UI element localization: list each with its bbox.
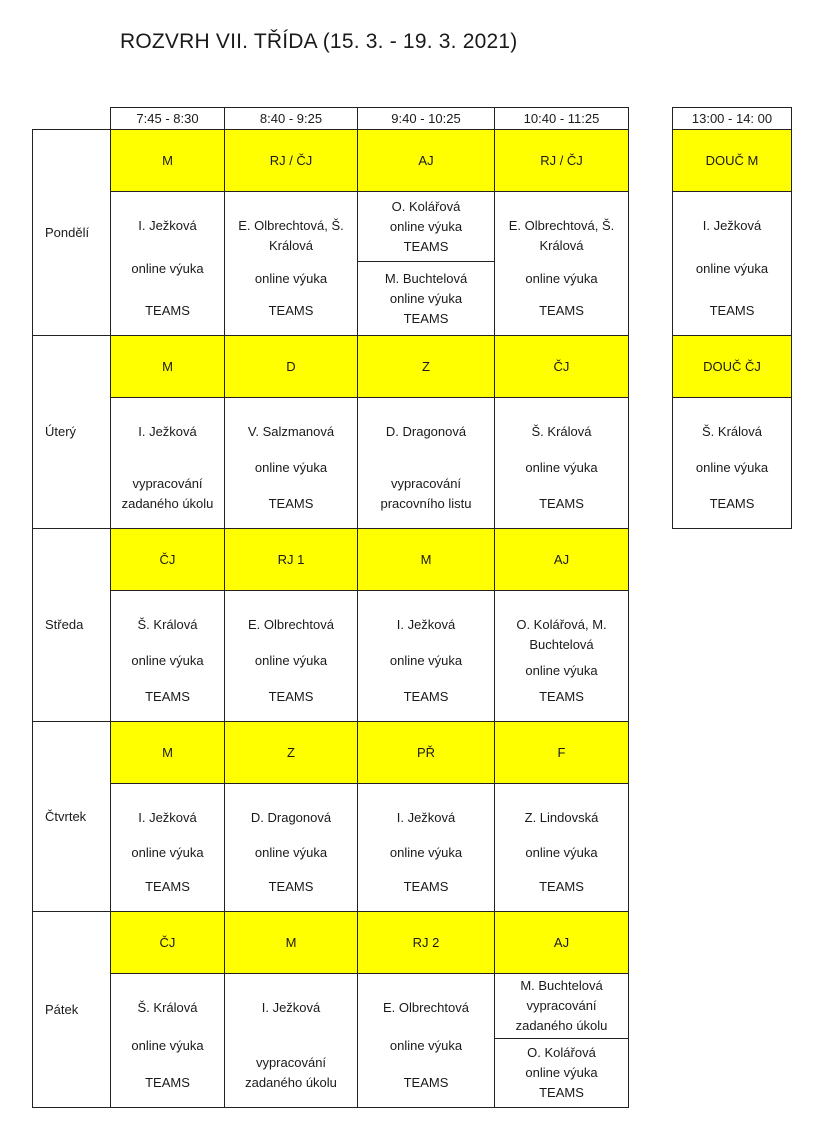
day-name: Pondělí [45, 224, 90, 240]
subject-code: M [162, 358, 173, 374]
lesson-mode: online výuka [254, 844, 328, 860]
lesson-platform: TEAMS [539, 496, 584, 511]
lesson-detail [494, 191, 629, 336]
teacher-name: Š. Králová [531, 424, 592, 439]
time-header [357, 107, 495, 129]
lesson-detail [224, 590, 358, 722]
lesson-detail [357, 590, 495, 722]
subject-code: DOUČ M [705, 152, 759, 168]
teacher-name: O. Kolářová [527, 1045, 596, 1060]
subject-cell [110, 528, 225, 591]
teacher-name: O. Kolářová, M. Buchtelová [516, 617, 607, 652]
day-name: Čtvrtek [45, 808, 87, 824]
subject-code: Z [287, 744, 295, 760]
lesson-mode: vypracování zadaného úkolu [515, 998, 608, 1033]
lesson-mode: online výuka [525, 844, 598, 860]
lesson-mode: online výuka [695, 460, 769, 475]
subject-cell [494, 129, 629, 192]
subject-code: F [557, 744, 566, 760]
teacher-name: E. Olbrechtová [248, 617, 334, 632]
lesson-detail-top [494, 973, 629, 1039]
lesson-mode: vypracování zadaného úkolu [245, 1055, 337, 1090]
teacher-name: Š. Králová [702, 424, 762, 439]
subject-code: DOUČ ČJ [703, 358, 761, 374]
subject-code: M [162, 152, 173, 168]
lesson-platform: TEAMS [709, 303, 755, 318]
time-header [110, 107, 225, 129]
lesson-detail [494, 783, 629, 912]
teacher-name: D. Dragonová [250, 810, 332, 825]
extra-subject-cell [672, 335, 792, 398]
lesson-detail [110, 973, 225, 1108]
lesson-mode: online výuka [131, 260, 204, 276]
teacher-name: I. Ježková [396, 810, 456, 825]
subject-code: ČJ [553, 358, 570, 374]
lesson-platform: TEAMS [403, 1075, 449, 1090]
subject-cell [494, 721, 629, 784]
lesson-mode: online výuka [131, 653, 204, 668]
subject-code: AJ [553, 551, 570, 567]
day-name: Pátek [45, 1001, 79, 1017]
day-label [32, 335, 111, 529]
subject-cell [110, 721, 225, 784]
lesson-platform: TEAMS [403, 689, 449, 704]
extra-lesson-detail [672, 191, 792, 336]
subject-cell [224, 911, 358, 974]
lesson-mode: online výuka [525, 270, 598, 286]
time-label: 9:40 - 10:25 [391, 110, 461, 126]
lesson-platform: TEAMS [539, 303, 584, 318]
lesson-platform: TEAMS [539, 879, 584, 894]
lesson-detail [110, 191, 225, 336]
lesson-platform: TEAMS [709, 496, 755, 511]
subject-code: PŘ [416, 744, 436, 760]
subject-code: D [286, 358, 296, 374]
time-header [224, 107, 358, 129]
lesson-detail-top [357, 191, 495, 262]
lesson-detail-bottom [357, 261, 495, 336]
lesson-mode: vypracování pracovního listu [380, 476, 472, 511]
lesson-platform: TEAMS [268, 496, 314, 511]
lesson-platform: TEAMS [403, 310, 449, 326]
lesson-platform: TEAMS [539, 689, 584, 704]
subject-cell [224, 721, 358, 784]
time-label: 8:40 - 9:25 [259, 110, 323, 126]
teacher-name: V. Salzmanová [247, 424, 335, 439]
time-label: 7:45 - 8:30 [136, 110, 199, 126]
lesson-mode: online výuka [389, 653, 463, 668]
subject-cell [357, 721, 495, 784]
subject-cell [224, 528, 358, 591]
subject-code: AJ [553, 934, 570, 950]
teacher-name: I. Ježková [138, 424, 197, 439]
teacher-name: M. Buchtelová [384, 270, 468, 286]
lesson-mode: online výuka [695, 260, 769, 276]
teacher-name: I. Ježková [396, 617, 456, 632]
subject-cell [224, 335, 358, 398]
subject-cell [357, 335, 495, 398]
lesson-mode: vypracování zadaného úkolu [121, 476, 214, 511]
time-label: 13:00 - 14: 00 [691, 110, 773, 126]
day-label [32, 129, 111, 336]
day-name: Úterý [45, 424, 77, 439]
subject-code: ČJ [159, 551, 176, 567]
lesson-mode: online výuka [131, 844, 204, 860]
subject-code: AJ [418, 152, 434, 168]
lesson-detail [224, 783, 358, 912]
lesson-mode: online výuka [389, 1037, 463, 1053]
lesson-mode: online výuka [389, 290, 463, 306]
teacher-name: I. Ježková [261, 1000, 321, 1015]
subject-code: RJ 2 [412, 934, 440, 950]
subject-code: M [162, 744, 173, 760]
subject-cell [110, 911, 225, 974]
lesson-mode: online výuka [254, 653, 328, 668]
teacher-name: E. Olbrechtová, Š. Králová [238, 218, 344, 253]
subject-code: RJ / ČJ [540, 152, 583, 168]
lesson-mode: online výuka [254, 460, 328, 475]
teacher-name: M. Buchtelová [520, 978, 603, 993]
subject-cell [110, 129, 225, 192]
teacher-name: Š. Králová [137, 1000, 198, 1015]
lesson-platform: TEAMS [403, 879, 449, 894]
lesson-mode: online výuka [254, 270, 328, 286]
lesson-detail [357, 973, 495, 1108]
extra-subject-cell [672, 129, 792, 192]
lesson-platform: TEAMS [145, 1075, 190, 1090]
subject-cell [110, 335, 225, 398]
day-label [32, 911, 111, 1108]
lesson-platform: TEAMS [268, 879, 314, 894]
time-header-extra [672, 107, 792, 129]
subject-cell [357, 129, 495, 192]
subject-cell [494, 528, 629, 591]
lesson-mode: online výuka [525, 1065, 598, 1080]
lesson-mode: online výuka [389, 218, 463, 234]
subject-code: M [285, 934, 297, 950]
lesson-mode: online výuka [525, 460, 598, 475]
teacher-name: E. Olbrechtová [383, 1000, 469, 1015]
lesson-mode: online výuka [131, 1037, 204, 1053]
teacher-name: I. Ježková [702, 218, 762, 233]
lesson-detail [224, 397, 358, 529]
lesson-detail [224, 191, 358, 336]
lesson-platform: TEAMS [268, 689, 314, 704]
lesson-platform: TEAMS [145, 303, 190, 318]
lesson-detail [357, 783, 495, 912]
extra-lesson-detail [672, 397, 792, 529]
lesson-platform: TEAMS [403, 238, 449, 254]
subject-cell [494, 335, 629, 398]
lesson-detail [110, 397, 225, 529]
subject-cell [357, 911, 495, 974]
time-label: 10:40 - 11:25 [523, 110, 600, 126]
lesson-detail [110, 590, 225, 722]
lesson-mode: online výuka [389, 844, 463, 860]
teacher-name: Z. Lindovská [524, 810, 599, 825]
lesson-platform: TEAMS [145, 879, 190, 894]
day-label [32, 528, 111, 722]
subject-code: RJ 1 [277, 551, 305, 567]
subject-code: ČJ [159, 934, 176, 950]
subject-code: RJ / ČJ [269, 152, 313, 168]
teacher-name: O. Kolářová [391, 198, 461, 214]
teacher-name: E. Olbrechtová, Š. Králová [508, 218, 615, 253]
subject-code: M [420, 551, 432, 567]
day-label [32, 721, 111, 912]
lesson-platform: TEAMS [539, 1085, 584, 1100]
lesson-detail [357, 397, 495, 529]
lesson-detail [110, 783, 225, 912]
lesson-mode: online výuka [525, 663, 598, 678]
day-name: Středa [45, 617, 84, 632]
subject-code: Z [422, 358, 430, 374]
lesson-detail [494, 397, 629, 529]
teacher-name: Š. Králová [137, 617, 198, 632]
lesson-platform: TEAMS [145, 689, 190, 704]
teacher-name: D. Dragonová [385, 424, 467, 439]
page-title: ROZVRH VII. TŘÍDA (15. 3. - 19. 3. 2021) [120, 30, 518, 53]
lesson-detail-bottom [494, 1038, 629, 1108]
lesson-platform: TEAMS [268, 303, 314, 318]
teacher-name: I. Ježková [138, 810, 197, 825]
subject-cell [357, 528, 495, 591]
subject-cell [224, 129, 358, 192]
lesson-detail [494, 590, 629, 722]
time-header [494, 107, 629, 129]
teacher-name: I. Ježková [138, 218, 197, 233]
subject-cell [494, 911, 629, 974]
lesson-detail [224, 973, 358, 1108]
